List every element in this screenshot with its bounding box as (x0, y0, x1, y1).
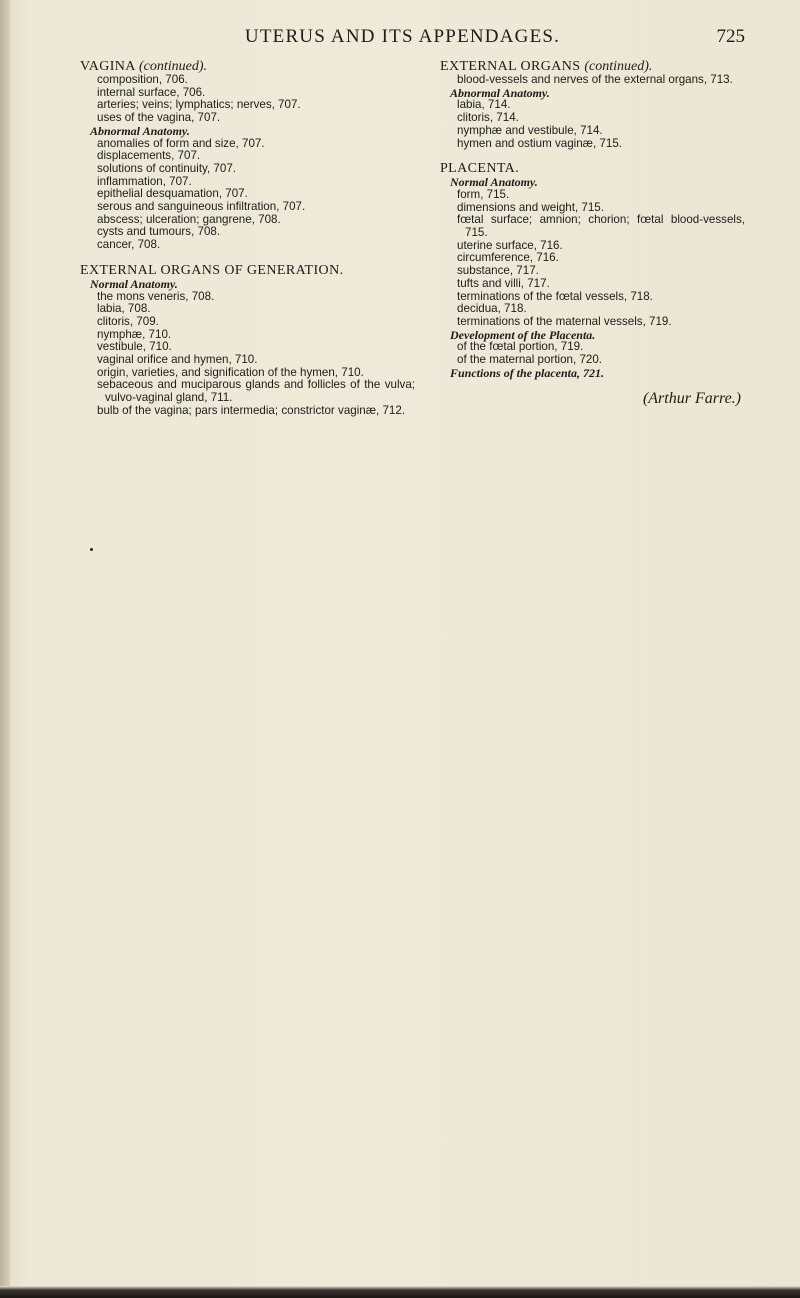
index-entry: dimensions and weight, 715. (457, 200, 604, 214)
index-entry: uses of the vagina, 707. (97, 111, 221, 125)
index-entry: cancer, 708. (97, 238, 161, 252)
subheading-functions: Functions of the placenta, 721. (450, 365, 605, 380)
running-title: UTERUS AND ITS APPENDAGES. (244, 26, 561, 47)
index-entry: origin, varieties, and signification of the hymen, 710. (97, 365, 364, 379)
subheading-normal-anatomy: Normal Anatomy. (450, 175, 538, 190)
placenta-section (440, 162, 745, 406)
subheading-development: Development of the Placenta. (450, 327, 596, 342)
vagina-section (80, 60, 415, 252)
author-signature: (Arthur Farre.) (642, 390, 741, 408)
index-entry: arteries; veins; lymphatics; nerves, 707. (97, 98, 301, 112)
subheading-abnormal-anatomy: Abnormal Anatomy. (90, 123, 190, 138)
index-entry: of the fœtal portion, 719. (457, 340, 584, 354)
index-entry: clitoris, 709. (97, 314, 159, 328)
index-entry: form, 715. (457, 187, 510, 201)
index-entry: clitoris, 714. (457, 111, 519, 125)
subheading-normal-anatomy: Normal Anatomy. (90, 276, 178, 291)
external-organs-section (80, 264, 415, 418)
index-entry: composition, 706. (97, 73, 188, 86)
index-entry: labia, 714. (457, 98, 511, 112)
index-entry: of the maternal portion, 720. (457, 353, 603, 367)
index-entry: the mons veneris, 708. (97, 289, 215, 303)
left-column (80, 60, 415, 430)
index-entry: uterine surface, 716. (457, 238, 563, 252)
index-entry: fœtal surface; amnion; chorion; fœtal blood-vessels, 715. (457, 213, 745, 240)
index-entry: tufts and villi, 717. (457, 276, 550, 290)
index-entry: inflammation, 707. (97, 174, 192, 188)
index-entry: cysts and tumours, 708. (97, 225, 221, 239)
index-entry: displacements, 707. (97, 149, 201, 163)
index-entry: labia, 708. (97, 302, 151, 316)
index-entry: nymphæ, 710. (97, 327, 172, 341)
index-entry: nymphæ and vestibule, 714. (457, 123, 603, 137)
index-entry: sebaceous and muciparous glands and follicles of the vulva; vulvo-vaginal gland, 711. (97, 378, 415, 405)
page-header (60, 26, 745, 52)
index-entry: decidua, 718. (457, 302, 527, 316)
page-number: 725 (716, 26, 745, 47)
subheading-abnormal-anatomy: Abnormal Anatomy. (450, 85, 550, 100)
index-entry: abscess; ulceration; gangrene, 708. (97, 212, 281, 226)
index-entry: terminations of the fœtal vessels, 718. (457, 289, 653, 303)
index-entry: vestibule, 710. (97, 340, 172, 354)
section-heading-external-organs: EXTERNAL ORGANS OF GENERATION. (80, 262, 344, 278)
section-heading-placenta: PLACENTA. (440, 161, 520, 177)
index-entry: vaginal orifice and hymen, 710. (97, 353, 258, 367)
page-spine-shadow (0, 0, 10, 1298)
index-entry: bulb of the vagina; pars intermedia; constrictor vaginæ, 712. (97, 403, 406, 417)
page-bottom-edge (0, 1286, 800, 1298)
index-entry: terminations of the maternal vessels, 719. (457, 314, 672, 328)
right-column (440, 60, 745, 418)
index-entry: internal surface, 706. (97, 85, 206, 99)
index-entry: anomalies of form and size, 707. (97, 136, 265, 150)
index-entry: serous and sanguineous infiltration, 707. (97, 200, 306, 214)
external-organs-continued-section (440, 60, 745, 150)
index-entry: epithelial desquamation, 707. (97, 187, 248, 201)
index-entry: circumference, 716. (457, 251, 559, 265)
index-entry: blood-vessels and nerves of the external organs, 713. (457, 73, 733, 86)
index-entry: hymen and ostium vaginæ, 715. (457, 136, 622, 150)
index-entry: solutions of continuity, 707. (97, 161, 236, 175)
section-heading-vagina: VAGINA (continued). (80, 59, 207, 74)
section-heading-external-organs-continued: EXTERNAL ORGANS (continued). (440, 59, 653, 74)
index-entry: substance, 717. (457, 264, 539, 278)
print-speck (90, 548, 93, 551)
